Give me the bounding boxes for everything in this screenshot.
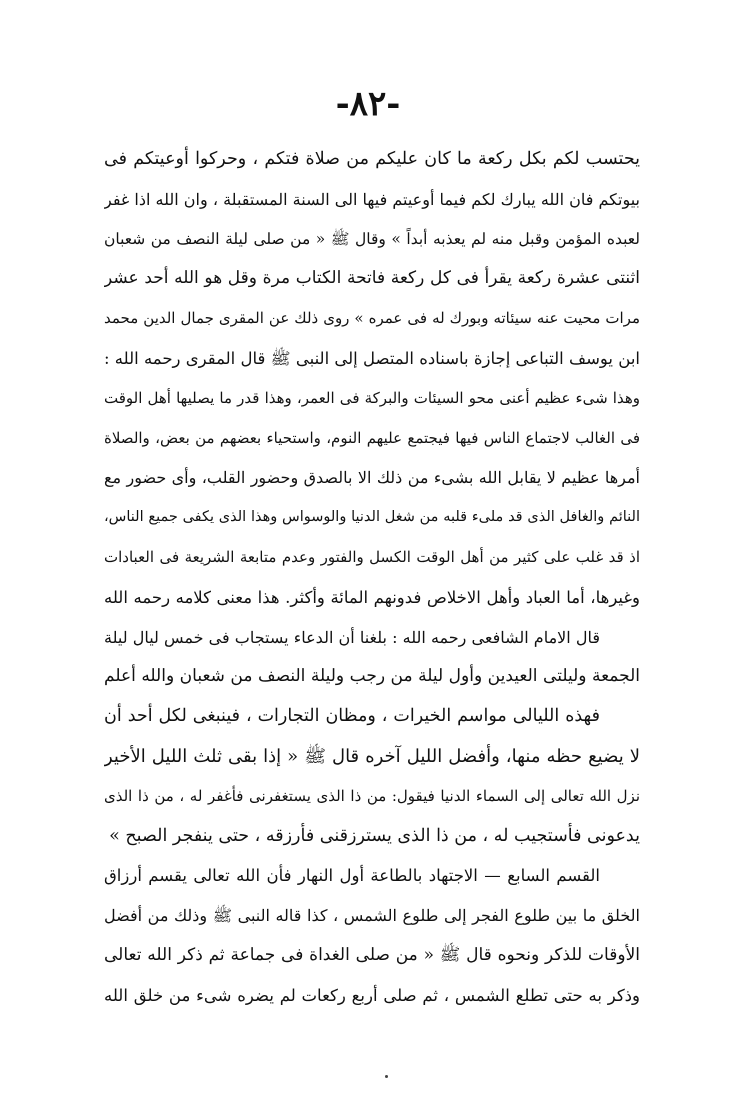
text-line: الخلق ما بين طلوع الفجر إلى طلوع الشمس ، كذا قاله النبى ﷺ وذلك من أفضل — [104, 906, 640, 926]
text-line: بيوتكم فان الله يبارك لكم فيما أوعيتم فيها الى السنة المستقبلة ، وان الله اذا غفر — [104, 189, 640, 209]
text-line: اذ قد غلب على كثير من أهل الوقت الكسل والفتور وعدم متابعة الشريعة فى العبادات — [104, 547, 640, 566]
text-line: الجمعة وليلتى العيدين وأول ليلة من رجب وليلة النصف من شعبان والله أعلم — [104, 666, 640, 687]
body-text — [104, 140, 640, 1016]
text-line: أمرها عظيم لا يقابل الله بشىء من ذلك الا بالصدق وحضور القلب، وأى حضور مع — [104, 468, 640, 488]
section-heading-line: القسم السابع — الاجتهاد بالطاعة أول النهار فأن الله تعالى يقسم أرزاق — [104, 866, 600, 886]
paragraph-end-line: يدعونى فأستجيب له ، من ذا الذى يسترزقنى فأرزقه ، حتى ينفجر الصبح » — [109, 825, 640, 846]
text-line: يحتسب لكم بكل ركعة ما كان عليكم من صلاة فتكم ، وحركوا أوعيتكم فى — [104, 149, 640, 169]
text-line: نزل الله تعالى إلى السماء الدنيا فيقول: من ذا الذى يستغفرنى فأغفر له ، من ذا الذى — [104, 786, 640, 805]
text-line: وذكر به حتى تطلع الشمس ، ثم صلى أربع ركعات لم يضره شىء من خلق الله — [104, 985, 640, 1005]
text-line: اثنتى عشرة ركعة يقرأ فى كل ركعة فاتحة الكتاب مرة وقل هو الله أحد عشر — [104, 268, 640, 289]
text-line: لا يضيع حظه منها، وأفضل الليل آخره قال ﷺ « إذا بقى ثلث الليل الأخير — [104, 745, 640, 767]
paragraph-start-line: فهذه الليالى مواسم الخيرات ، ومظان التجارات ، فينبغى لكل أحد أن — [104, 706, 600, 727]
text-line: لعبده المؤمن وقبل منه لم يعذبه أبداً » وقال ﷺ « من صلى ليلة النصف من شعبان — [104, 229, 640, 248]
text-line: فى الغالب لاجتماع الناس فيها فيجتمع عليهم النوم، واستحياء بعضهم من بعض، والصلاة — [104, 428, 640, 447]
text-line: ابن يوسف التباعى إجازة باسناده المتصل إلى النبى ﷺ قال المقرى رحمه الله : — [104, 348, 640, 368]
text-line: وغيرها، أما العباد وأهل الاخلاص فدونهم المائة وأكثر. هذا معنى كلامه رحمه الله — [104, 587, 640, 607]
text-line: النائم والغافل الذى قد ملىء قلبه من شغل الدنيا والوسواس وهذا الذى يكفى جميع الناس، — [104, 509, 640, 526]
text-line: الأوقات للذكر ونحوه قال ﷺ « من صلى الغداة فى جماعة ثم ذكر الله تعالى — [104, 944, 640, 965]
print-mark — [385, 1075, 388, 1078]
page-number: -٨٢- — [335, 84, 401, 124]
text-line: وهذا شىء عظيم أعنى محو السيئات والبركة فى العمر، وهذا قدر ما يصليها أهل الوقت — [104, 388, 640, 407]
text-line: مرات محيت عنه سيئاته وبورك له فى عمره » روى ذلك عن المقرى جمال الدين محمد — [104, 309, 640, 328]
paragraph-start-line: قال الامام الشافعى رحمه الله : بلغنا أن الدعاء يستجاب فى خمس ليال ليلة — [104, 627, 600, 647]
